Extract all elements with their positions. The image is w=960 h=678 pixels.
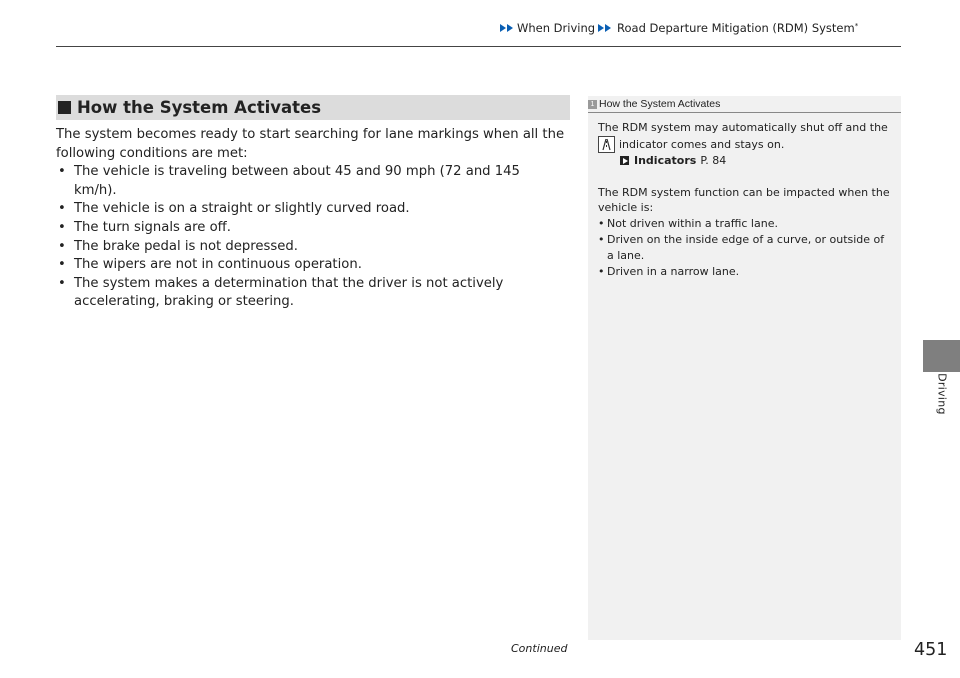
condition-item: • The vehicle is traveling between about 45 and 90 mph (72 and 145 km/h). bbox=[56, 163, 566, 200]
intro-paragraph: The system becomes ready to start searching for lane markings when all the following conditions are met: bbox=[56, 127, 565, 161]
page-number: 451 bbox=[914, 640, 948, 660]
sidebar-note bbox=[588, 96, 901, 640]
rdm-indicator-icon bbox=[598, 136, 615, 153]
reference-page[interactable]: P. 84 bbox=[700, 153, 727, 167]
breadcrumb-section[interactable]: When Driving bbox=[517, 21, 596, 35]
condition-item: • The wipers are not in continuous operation. bbox=[56, 256, 566, 275]
sidebar-list-item: • Driven in a narrow lane. bbox=[598, 264, 891, 280]
sidebar-body bbox=[588, 113, 901, 279]
sidebar-paragraph-1-cont bbox=[598, 136, 891, 153]
sidebar-title: How the System Activates bbox=[599, 98, 721, 110]
reference-arrow-icon bbox=[620, 156, 629, 165]
conditions-list bbox=[56, 163, 566, 312]
section-heading: How the System Activates bbox=[77, 98, 322, 117]
main-content bbox=[56, 126, 566, 312]
continued-label: Continued bbox=[511, 642, 568, 655]
sidebar-paragraph-1: The RDM system may automatically shut off and the bbox=[598, 121, 888, 134]
sidebar-header bbox=[588, 96, 901, 113]
sidebar-list bbox=[598, 216, 891, 279]
breadcrumb bbox=[500, 20, 858, 36]
sidebar-list-item: • Driven on the inside edge of a curve, or outside of a lane. bbox=[598, 232, 891, 264]
sidebar-paragraph-1-text: indicator comes and stays on. bbox=[619, 137, 785, 151]
condition-item: • The system makes a determination that the driver is not actively accelerating, braking or steering. bbox=[56, 275, 566, 312]
chapter-tab[interactable] bbox=[923, 340, 960, 372]
sidebar-list-item: • Not driven within a traffic lane. bbox=[598, 216, 891, 232]
breadcrumb-arrow-icon bbox=[500, 24, 506, 32]
condition-item: • The turn signals are off. bbox=[56, 219, 566, 238]
breadcrumb-arrow-icon bbox=[507, 24, 513, 32]
section-heading-bar bbox=[56, 95, 570, 120]
breadcrumb-marker: * bbox=[854, 22, 859, 30]
breadcrumb-topic[interactable]: Road Departure Mitigation (RDM) System bbox=[617, 21, 855, 35]
breadcrumb-arrow-icon bbox=[605, 24, 611, 32]
square-bullet-icon bbox=[58, 101, 71, 114]
note-icon: 1 bbox=[588, 100, 597, 109]
condition-item: • The vehicle is on a straight or slightly curved road. bbox=[56, 200, 566, 219]
breadcrumb-arrow-icon bbox=[598, 24, 604, 32]
condition-item: • The brake pedal is not depressed. bbox=[56, 238, 566, 257]
header-rule bbox=[56, 46, 901, 47]
indicators-reference[interactable] bbox=[598, 153, 891, 169]
sidebar-paragraph-2: The RDM system function can be impacted when the vehicle is: bbox=[598, 185, 890, 215]
reference-label[interactable]: Indicators bbox=[634, 153, 697, 167]
chapter-tab-label: Driving bbox=[935, 373, 949, 415]
